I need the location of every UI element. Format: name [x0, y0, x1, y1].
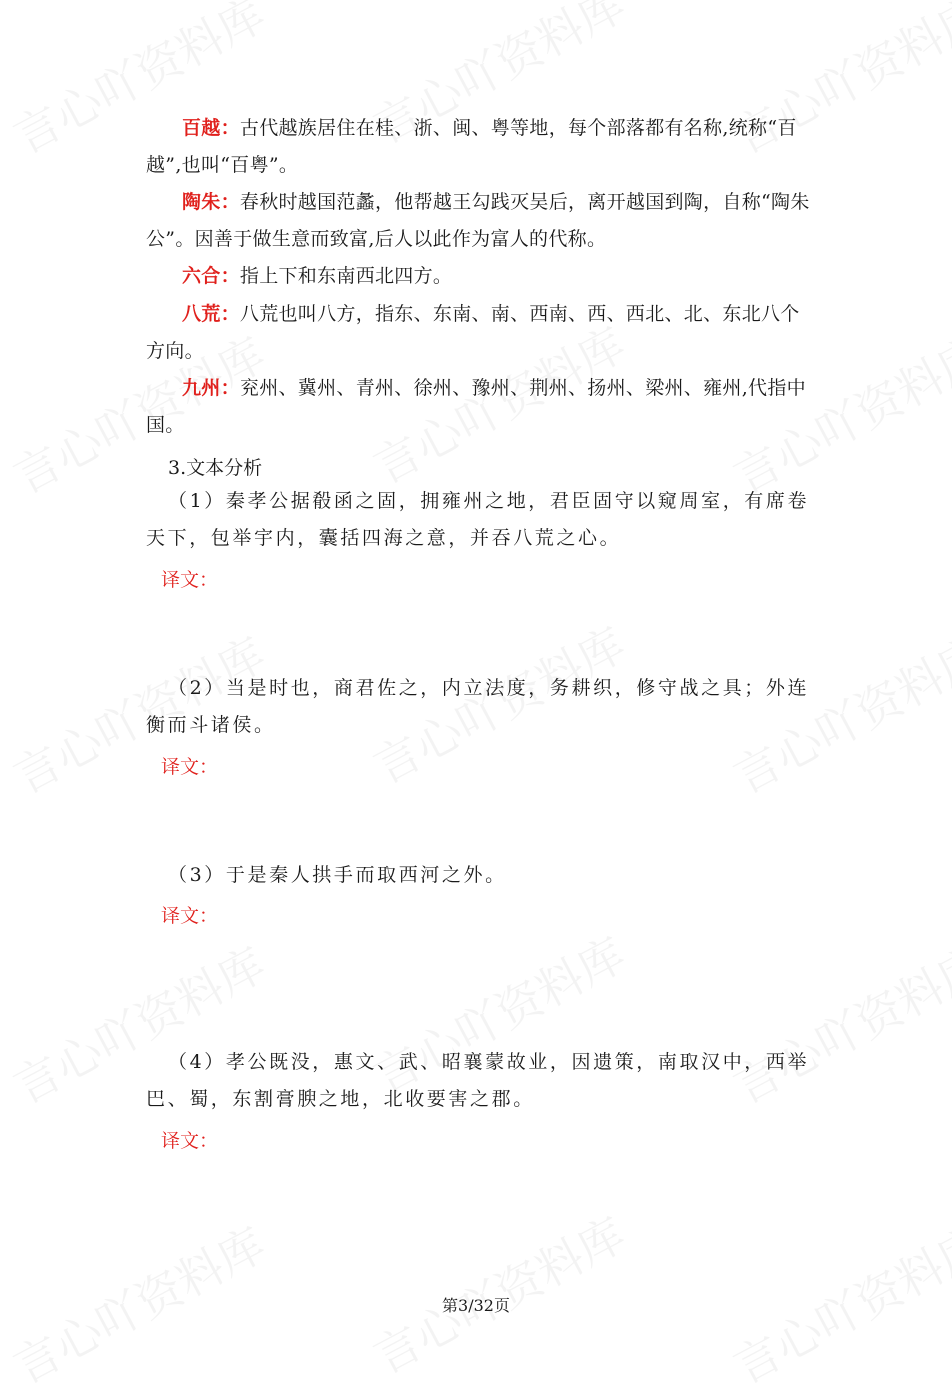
- analysis-sentence: （1）秦孝公据殽函之固，拥雍州之地，君臣固守以窥周室，有席卷天下，包举宇内，囊括四海之意，并吞八荒之心。: [146, 490, 810, 549]
- glossary-definition: 兖州、冀州、青州、徐州、豫州、荆州、扬州、梁州、雍州,代指中国。: [146, 377, 806, 436]
- glossary-entry: [146, 258, 814, 295]
- glossary-term: 六合：: [182, 265, 240, 287]
- analysis-sentence: （4）孝公既没，惠文、武、昭襄蒙故业，因遗策，南取汉中，西举巴、蜀，东割膏腴之地，北收要害之郡。: [146, 1051, 810, 1110]
- translation-label: 译文：: [161, 905, 219, 927]
- glossary-entry: [146, 184, 814, 258]
- translation-label: 译文：: [161, 569, 219, 591]
- glossary-term: 九州：: [182, 377, 240, 399]
- glossary-entry: [146, 370, 814, 444]
- glossary-definition: 古代越族居住在桂、浙、闽、粤等地，每个部落都有名称,统称“百越”,也叫“百粤”。: [146, 117, 797, 176]
- glossary-entry: [146, 296, 814, 370]
- glossary-definition: 春秋时越国范蠡，他帮越王勾践灭吴后，离开越国到陶，自称“陶朱公”。因善于做生意而致富,后人以此作为富人的代称。: [146, 191, 810, 250]
- glossary-term: 百越：: [182, 117, 240, 139]
- page-number: 第3/32页: [442, 1296, 510, 1315]
- glossary-definition: 指上下和东南西北四方。: [239, 265, 453, 287]
- glossary-term: 陶朱：: [182, 191, 240, 213]
- analysis-sentence: （3）于是秦人拱手而取西河之外。: [168, 864, 507, 886]
- glossary-term: 八荒：: [182, 303, 240, 325]
- section-heading: 3.文本分析: [168, 457, 263, 479]
- analysis-sentence: （2）当是时也，商君佐之，内立法度，务耕织，修守战之具；外连衡而斗诸侯。: [146, 677, 810, 736]
- glossary-entry: [146, 110, 814, 184]
- translation-label: 译文：: [161, 1130, 219, 1152]
- glossary-definition: 八荒也叫八方，指东、东南、南、西南、西、西北、北、东北八个方向。: [146, 303, 800, 362]
- translation-label: 译文：: [161, 756, 219, 778]
